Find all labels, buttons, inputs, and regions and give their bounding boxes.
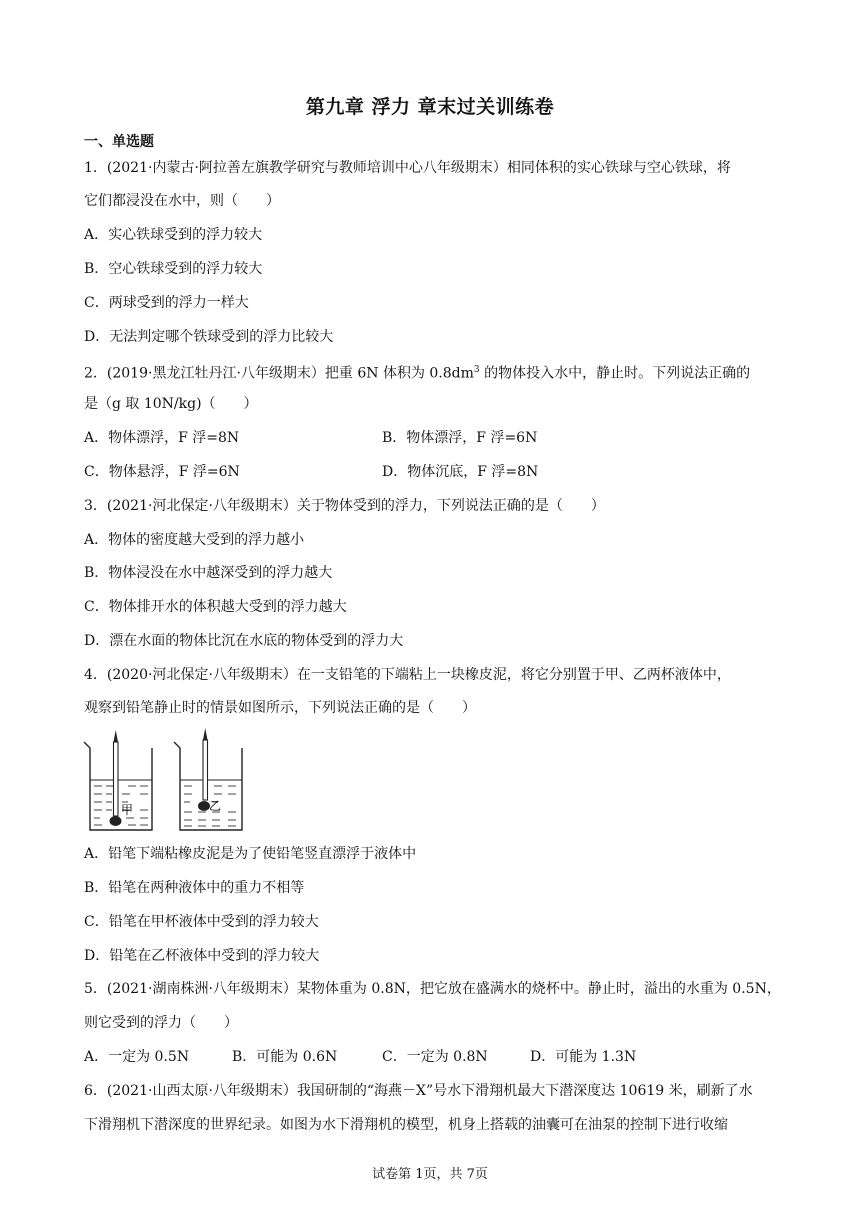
q1-stem-line2: 它们都浸没在水中，则（ ）	[84, 193, 280, 209]
q4-option-c: C．铅笔在甲杯液体中受到的浮力较大	[84, 914, 319, 930]
q1-option-d: D．无法判定哪个铁球受到的浮力比较大	[84, 329, 334, 345]
q2-option-d: D．物体沉底，F 浮=8N	[382, 464, 539, 480]
q3-option-a: A．物体的密度越大受到的浮力越小	[84, 532, 305, 548]
q2-stem-part2: 的物体投入水中，静止时。下列说法正确的	[479, 365, 751, 382]
q2-stem-line2: 是（g 取 10N/kg)（ ）	[84, 396, 258, 412]
q2-stem-superscript: 3	[473, 365, 480, 375]
q1-stem-line1: 1．(2021·内蒙古·阿拉善左旗教学研究与教师培训中心八年级期末）相同体积的实心铁球与空心铁球，将	[84, 160, 731, 176]
beaker-yi	[174, 728, 242, 830]
q2-stem-line1	[84, 361, 784, 383]
q3-option-b: B．物体浸没在水中越深受到的浮力越大	[84, 565, 333, 581]
q1-option-a: A．实心铁球受到的浮力较大	[84, 227, 263, 243]
q4-stem-line1: 4．(2020·河北保定·八年级期末）在一支铅笔的下端粘上一块橡皮泥，将它分别置于甲、乙两杯液体中，	[84, 667, 731, 683]
label-jia: 甲	[121, 803, 134, 817]
q5-stem-line1: 5．(2021·湖南株洲·八年级期末）某物体重为 0.8N，把它放在盛满水的烧杯中。静止时，溢出的水重为 0.5N，	[84, 981, 781, 997]
q6-stem-line2: 下滑翔机下潜深度的世界纪录。如图为水下滑翔机的模型，机身上搭载的油囊可在油泵的控制下进行收缩	[84, 1117, 728, 1133]
q5-stem-line2: 则它受到的浮力（ ）	[84, 1015, 238, 1031]
section-heading: 一、单选题	[84, 134, 154, 150]
q3-stem-line1: 3．(2021·河北保定·八年级期末）关于物体受到的浮力，下列说法正确的是（ ）	[84, 498, 605, 514]
q1-option-c: C．两球受到的浮力一样大	[84, 295, 249, 311]
q5-option-b: B．可能为 0.6N	[232, 1049, 338, 1065]
page-footer: 试卷第 1页，共 7页	[372, 1167, 488, 1182]
q4-option-b: B．铅笔在两种液体中的重力不相等	[84, 880, 305, 896]
page-title: 第九章 浮力 章末过关训练卷	[305, 96, 555, 118]
q5-option-d: D．可能为 1.3N	[530, 1049, 637, 1065]
q2-option-b: B．物体漂浮，F 浮=6N	[382, 430, 538, 446]
q4-option-a: A．铅笔下端粘橡皮泥是为了使铅笔竖直漂浮于液体中	[84, 846, 417, 862]
label-yi: 乙	[209, 799, 222, 813]
q5-option-a: A．一定为 0.5N	[84, 1049, 190, 1065]
q5-option-c: C．一定为 0.8N	[382, 1049, 488, 1065]
q2-option-a: A．物体漂浮，F 浮=8N	[84, 430, 240, 446]
q2-option-c: C．物体悬浮，F 浮=6N	[84, 464, 240, 480]
q6-stem-line1: 6．(2021·山西太原·八年级期末）我国研制的“海燕－X”号水下滑翔机最大下潜深度达 10619 米，刷新了水	[84, 1083, 753, 1099]
beakers-figure	[82, 728, 252, 836]
q3-option-d: D．漂在水面的物体比沉在水底的物体受到的浮力大	[84, 633, 404, 649]
q4-option-d: D．铅笔在乙杯液体中受到的浮力较大	[84, 948, 320, 964]
q2-stem-part1: 2．(2019·黑龙江牡丹江·八年级期末）把重 6N 体积为 0.8dm	[84, 365, 474, 382]
q3-option-c: C．物体排开水的体积越大受到的浮力越大	[84, 599, 347, 615]
beaker-jia	[84, 730, 152, 830]
q4-stem-line2: 观察到铅笔静止时的情景如图所示，下列说法正确的是（ ）	[84, 700, 476, 716]
q1-option-b: B．空心铁球受到的浮力较大	[84, 261, 263, 277]
